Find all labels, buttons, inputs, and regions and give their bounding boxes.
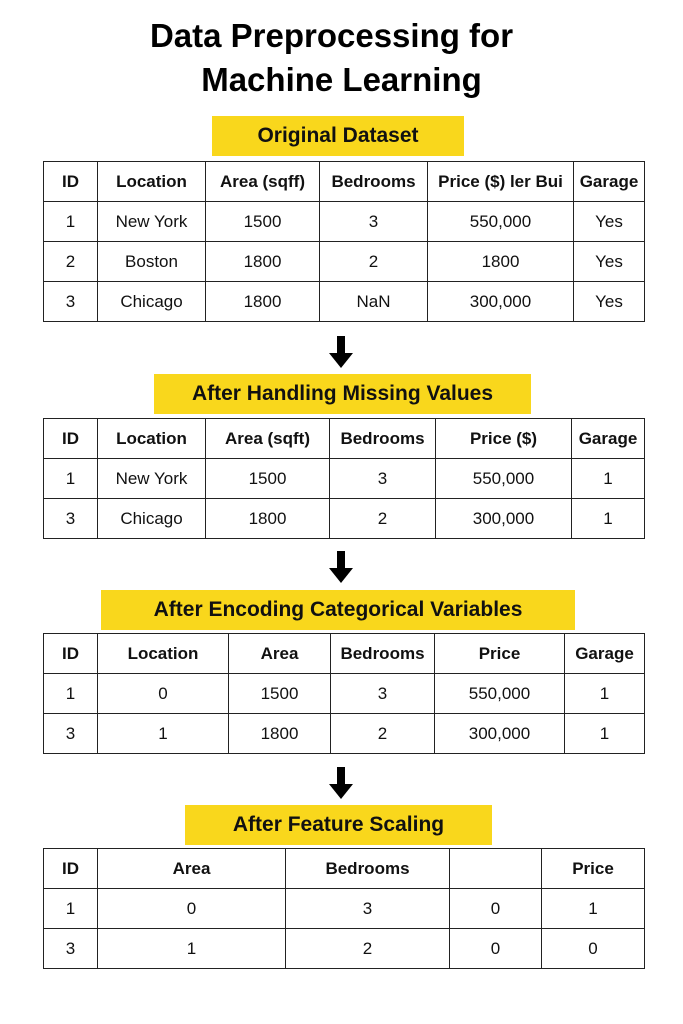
table-row (44, 499, 645, 539)
table-cell: 1 (44, 459, 98, 499)
table-cell: 3 (44, 714, 98, 754)
table-cell: 3 (44, 499, 98, 539)
header-cell: Garage (572, 419, 645, 459)
header-cell: Bedrooms (331, 634, 435, 674)
title-line-1: Data Preprocessing for (149, 17, 514, 54)
table-cell: 1800 (206, 282, 320, 322)
header-cell: Location (98, 419, 206, 459)
table-feature-scaling (43, 848, 645, 969)
title-line-2: Machine Learning (201, 61, 482, 98)
table-row (44, 202, 645, 242)
header-cell: Garage (565, 634, 645, 674)
header-cell: Bedrooms (330, 419, 436, 459)
header-cell: Area (229, 634, 331, 674)
table-cell: 3 (330, 459, 436, 499)
header-cell: Price (542, 849, 645, 889)
table-cell: Boston (98, 242, 206, 282)
header-cell: Bedrooms (320, 162, 428, 202)
table-missing-values (43, 418, 645, 539)
header-cell: Location (98, 634, 229, 674)
header-cell: Price (435, 634, 565, 674)
table-row (44, 889, 645, 929)
header-cell: Area (sqft) (206, 419, 330, 459)
table-header-row (44, 419, 645, 459)
table-cell: 3 (320, 202, 428, 242)
table-cell: New York (98, 459, 206, 499)
table-row (44, 242, 645, 282)
table-row (44, 929, 645, 969)
table-cell: 3 (286, 889, 450, 929)
table-cell: 1800 (428, 242, 574, 282)
header-cell: ID (44, 849, 98, 889)
table-cell: Yes (574, 202, 645, 242)
section-heading-missing-values: After Handling Missing Values (154, 374, 531, 414)
table-cell: 1 (542, 889, 645, 929)
section-heading-original: Original Dataset (212, 116, 464, 156)
header-cell: Area (98, 849, 286, 889)
table-cell: 3 (44, 929, 98, 969)
header-cell: Bedrooms (286, 849, 450, 889)
table-cell: 1 (565, 674, 645, 714)
table-cell: 1 (98, 929, 286, 969)
table-cell: 2 (330, 499, 436, 539)
header-cell (450, 849, 542, 889)
table-cell: 550,000 (436, 459, 572, 499)
table-cell: 3 (331, 674, 435, 714)
table-encoding (43, 633, 645, 754)
down-arrow-icon (328, 767, 354, 801)
table-cell: 550,000 (428, 202, 574, 242)
header-cell: Area (sqff) (206, 162, 320, 202)
table-cell: 2 (320, 242, 428, 282)
table-row (44, 714, 645, 754)
table-cell: 0 (98, 889, 286, 929)
table-cell: Yes (574, 282, 645, 322)
table-cell: 1800 (206, 242, 320, 282)
table-cell: 0 (98, 674, 229, 714)
table-cell: 1 (565, 714, 645, 754)
table-cell: 2 (286, 929, 450, 969)
table-cell: 1 (98, 714, 229, 754)
down-arrow-icon (328, 336, 354, 370)
table-cell: NaN (320, 282, 428, 322)
header-cell: ID (44, 634, 98, 674)
table-cell: Chicago (98, 282, 206, 322)
table-row (44, 282, 645, 322)
table-cell: 1 (44, 202, 98, 242)
table-cell: 1 (572, 459, 645, 499)
table-cell: 300,000 (428, 282, 574, 322)
table-cell: 1800 (206, 499, 330, 539)
table-original-dataset (43, 161, 645, 322)
table-cell: 1500 (206, 202, 320, 242)
table-row (44, 674, 645, 714)
table-cell: Chicago (98, 499, 206, 539)
table-cell: Yes (574, 242, 645, 282)
page-title (0, 14, 683, 102)
table-cell: 0 (542, 929, 645, 969)
section-heading-feature-scaling: After Feature Scaling (185, 805, 492, 845)
table-cell: New York (98, 202, 206, 242)
table-cell: 0 (450, 929, 542, 969)
section-heading-encoding: After Encoding Categorical Variables (101, 590, 575, 630)
table-header-row (44, 634, 645, 674)
table-cell: 300,000 (435, 714, 565, 754)
table-cell: 300,000 (436, 499, 572, 539)
table-row (44, 459, 645, 499)
header-cell: Price ($) ler Bui (428, 162, 574, 202)
table-header-row (44, 849, 645, 889)
table-cell: 1800 (229, 714, 331, 754)
table-cell: 2 (331, 714, 435, 754)
table-cell: 1500 (229, 674, 331, 714)
table-cell: 1 (44, 674, 98, 714)
down-arrow-icon (328, 551, 354, 585)
table-cell: 3 (44, 282, 98, 322)
header-cell: Price ($) (436, 419, 572, 459)
header-cell: ID (44, 419, 98, 459)
table-cell: 1 (572, 499, 645, 539)
table-header-row (44, 162, 645, 202)
header-cell: Garage (574, 162, 645, 202)
table-cell: 550,000 (435, 674, 565, 714)
table-cell: 1 (44, 889, 98, 929)
header-cell: ID (44, 162, 98, 202)
header-cell: Location (98, 162, 206, 202)
table-cell: 2 (44, 242, 98, 282)
table-cell: 1500 (206, 459, 330, 499)
table-cell: 0 (450, 889, 542, 929)
